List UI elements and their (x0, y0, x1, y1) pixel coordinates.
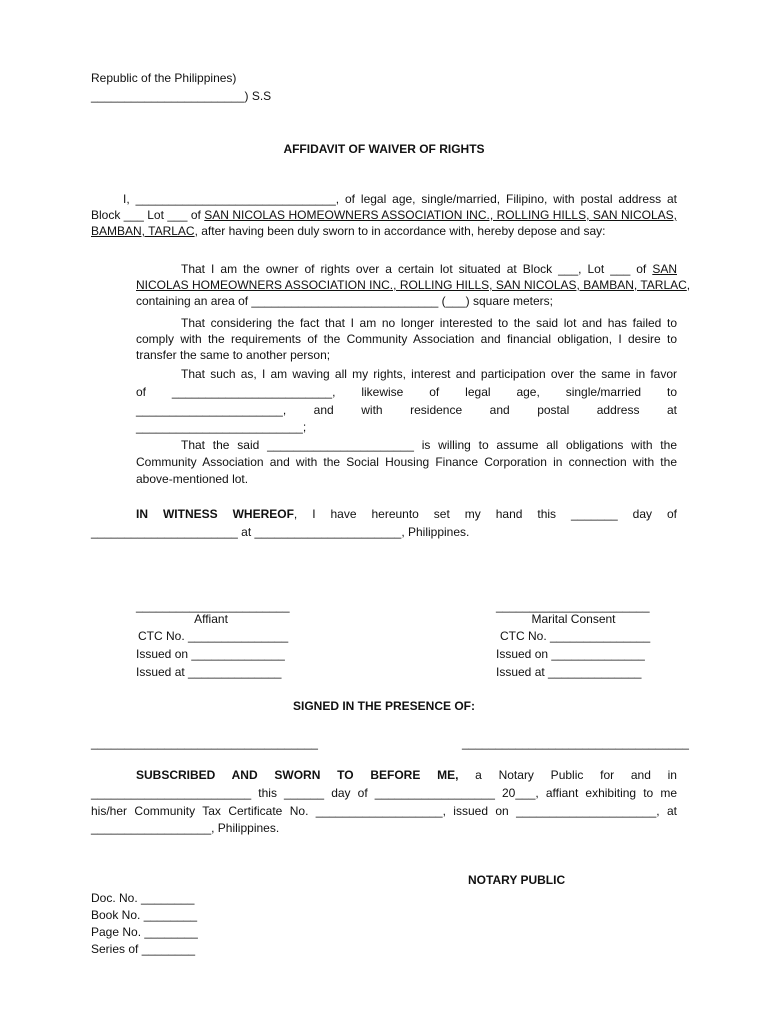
consent-ctc: CTC No. _______________ (500, 629, 651, 643)
para3-line-1: That such as, I am waving all my rights, interest and participation over the same in favor (181, 367, 677, 381)
subscribed-line-4: __________________, Philippines. (91, 821, 280, 835)
paragraph-waiving (136, 366, 677, 435)
para3-line-3: ______________________, and with residence and postal address at (136, 403, 677, 417)
consent-issued-on: Issued on ______________ (496, 647, 645, 661)
para1-comma: , (686, 278, 691, 292)
para1-text: That I am the owner of rights over a certain lot situated at Block ___, Lot ___ of (181, 262, 647, 276)
affiant-issued-on: Issued on ______________ (136, 647, 285, 661)
intro-location: BAMBAN, TARLAC (91, 224, 195, 238)
intro-paragraph (91, 191, 677, 239)
para1-association: NICOLAS HOMEOWNERS ASSOCIATION INC., ROLLING HILLS, SAN NICOLAS, BAMBAN, TARLAC (136, 278, 687, 292)
para1-line-2 (136, 277, 691, 293)
notary-public-label: NOTARY PUBLIC (468, 873, 566, 887)
paragraph-assume (136, 437, 677, 487)
para3-line-2: of ________________________, likewise of legal age, single/married to (136, 385, 677, 399)
para1-line-3: containing an area of ____________________________ (___) square meters; (136, 294, 553, 308)
republic-heading: Republic of the Philippines) (91, 71, 237, 85)
subscribed-line-3: his/her Community Tax Certificate No. ___________________, issued on _____________________, at (91, 804, 677, 818)
consent-label: Marital Consent (531, 612, 616, 626)
intro-line-3 (91, 223, 677, 239)
subscribed-notary: a Notary Public for and in (475, 768, 677, 782)
intro-line-2 (91, 207, 677, 223)
consent-issued-at: Issued at ______________ (496, 665, 642, 679)
paragraph-considering (136, 315, 677, 363)
witness-paragraph (91, 506, 677, 540)
para1-san: SAN (652, 262, 677, 276)
consent-signature-line: _______________________ (496, 599, 650, 613)
intro-block-lot: Block ___ Lot ___ of (91, 208, 201, 222)
presence-title: SIGNED IN THE PRESENCE OF: (292, 699, 476, 713)
intro-line-1: I, ______________________________, of legal age, single/married, Filipino, with postal address at (123, 192, 677, 206)
subscribed-paragraph (91, 767, 677, 836)
witness-signature-left: __________________________________ (91, 736, 318, 750)
subscribed-line-1 (91, 767, 677, 783)
para2-line-2: comply with the requirements of the Community Association and financial obligation, I desire to (136, 332, 677, 346)
witness-line-1 (91, 506, 677, 522)
affiant-label: Affiant (194, 612, 228, 626)
series-of: Series of ________ (91, 942, 196, 956)
para4-line-1: That the said ______________________ is willing to assume all obligations with the (181, 438, 677, 452)
page-number: Page No. ________ (91, 925, 198, 939)
witness-text: , I have hereunto set my hand this _______ day of (293, 507, 677, 521)
affiant-ctc: CTC No. _______________ (138, 629, 289, 643)
affiant-issued-at: Issued at ______________ (136, 665, 282, 679)
doc-number: Doc. No. ________ (91, 891, 195, 905)
book-number: Book No. ________ (91, 908, 198, 922)
subscribed-line-2: ________________________ this ______ day of __________________ 20___, affiant exhibiting to me (91, 786, 677, 800)
para2-line-3: transfer the same to another person; (136, 348, 331, 362)
witness-signature-right: __________________________________ (462, 736, 689, 750)
ss-line: _______________________) S.S (91, 89, 272, 103)
subscribed-heading: SUBSCRIBED AND SWORN TO BEFORE ME, (136, 768, 459, 782)
witness-heading: IN WITNESS WHEREOF (136, 507, 294, 521)
document-title: AFFIDAVIT OF WAIVER OF RIGHTS (283, 142, 485, 156)
affiant-signature-line: _______________________ (136, 599, 290, 613)
para2-line-1: That considering the fact that I am no longer interested to the said lot and has failed to (181, 316, 677, 330)
para4-line-3: above-mentioned lot. (136, 472, 249, 486)
paragraph-ownership (136, 261, 691, 309)
para3-line-4: _________________________; (136, 420, 307, 434)
para4-line-2: Community Association and with the Social Housing Finance Corporation in connection with the (136, 455, 677, 469)
intro-depose: , after having been duly sworn to in accordance with, hereby depose and say: (194, 224, 606, 238)
intro-association: SAN NICOLAS HOMEOWNERS ASSOCIATION INC., ROLLING HILLS, SAN NICOLAS, (204, 208, 677, 222)
witness-line-2: ______________________ at ______________________, Philippines. (91, 525, 470, 539)
para1-line-1 (136, 261, 677, 277)
